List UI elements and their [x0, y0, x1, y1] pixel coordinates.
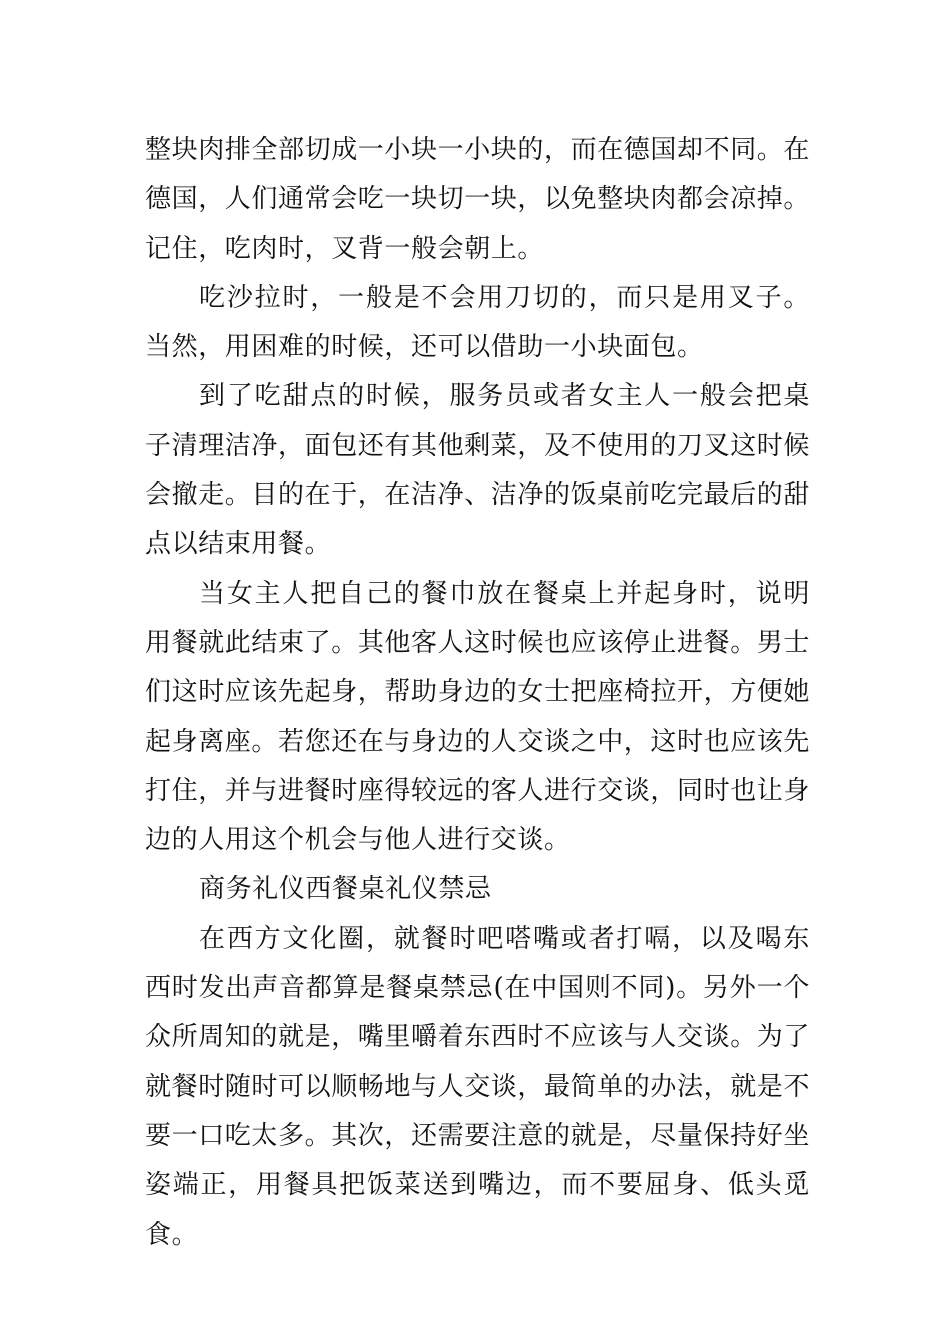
section-heading-taboos: 商务礼仪西餐桌礼仪禁忌 — [199, 874, 492, 905]
paragraph-taboos: 在西方文化圈，就餐时吧嗒嘴或者打嗝，以及喝东西时发出声音都算是餐桌禁忌(在中国则不同)。另外一个众所周知的就是，嘴里嚼着东西时不应该与人交谈。为了就餐时随时可以顺畅地与人交谈，最简单的办法，就是不要一口吃太多。其次，还需要注意的就是，尽量保持好坐姿端正，用餐具把饭菜送到嘴边，而不要屈身、低头觅食。 — [145, 923, 811, 1250]
paragraph-meat-cutting: 整块肉排全部切成一小块一小块的，而在德国却不同。在德国，人们通常会吃一块切一块，以免整块肉都会凉掉。记住，吃肉时，叉背一般会朝上。 — [145, 135, 811, 264]
paragraph-salad: 吃沙拉时，一般是不会用刀切的，而只是用叉子。当然，用困难的时候，还可以借助一小块面包。 — [145, 282, 810, 363]
paragraph-dessert: 到了吃甜点的时候，服务员或者女主人一般会把桌子清理洁净，面包还有其他剩菜，及不使用的刀叉这时候会撤走。目的在于，在洁净、洁净的饭桌前吃完最后的甜点以结束用餐。 — [145, 381, 811, 560]
paragraph-meal-end: 当女主人把自己的餐巾放在餐桌上并起身时，说明用餐就此结束了。其他客人这时候也应该停止进餐。男士们这时应该先起身，帮助身边的女士把座椅拉开，方便她起身离座。若您还在与身边的人交谈之中，这时也应该先打住，并与进餐时座得较远的客人进行交谈，同时也让身边的人用这个机会与他人进行交谈。 — [145, 578, 811, 856]
document-body — [145, 126, 810, 1260]
